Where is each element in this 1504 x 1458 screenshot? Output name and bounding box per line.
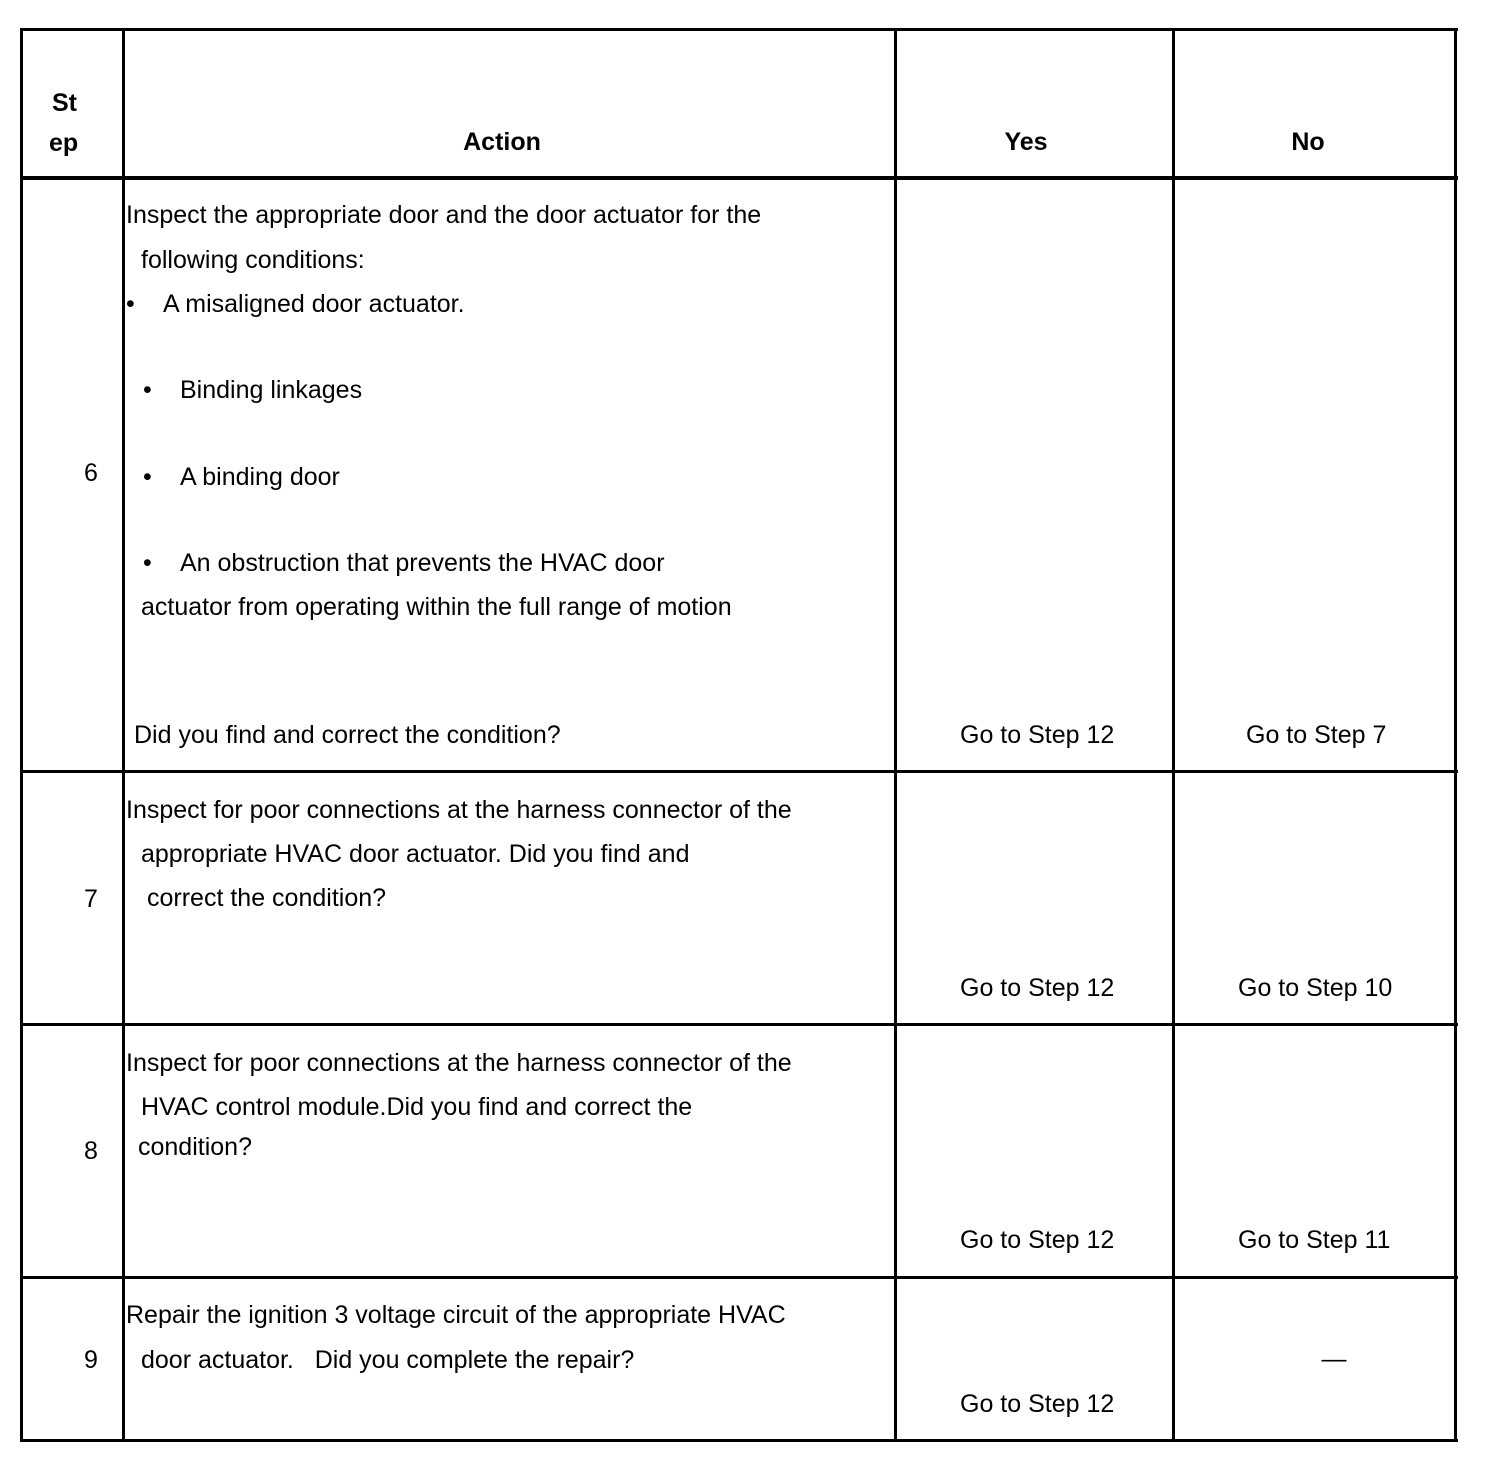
- action-text-line: Inspect the appropriate door and the door actuator for the: [126, 201, 762, 229]
- action-question: Did you find and correct the condition?: [134, 721, 561, 749]
- row-divider: [20, 1276, 1458, 1279]
- header-divider: [20, 176, 1458, 180]
- yes-result: Go to Step 12: [960, 1226, 1115, 1254]
- column-divider: [894, 28, 897, 1442]
- yes-result: Go to Step 12: [960, 1390, 1115, 1418]
- table-border-top: [20, 28, 1458, 31]
- yes-result: Go to Step 12: [960, 721, 1115, 749]
- step-number: 9: [84, 1346, 98, 1374]
- action-text-line: following conditions:: [141, 246, 365, 274]
- no-result: Go to Step 10: [1238, 974, 1393, 1002]
- bullet-icon: •: [126, 290, 135, 318]
- action-text-line: Repair the ignition 3 voltage circuit of the appropriate HVAC: [126, 1301, 786, 1329]
- table-border-left: [20, 28, 23, 1442]
- yes-result: Go to Step 12: [960, 974, 1115, 1002]
- no-result: Go to Step 11: [1238, 1226, 1391, 1254]
- action-text-line: A misaligned door actuator.: [163, 290, 465, 318]
- header-no: No: [1291, 128, 1325, 156]
- step-number: 7: [84, 885, 98, 913]
- action-text-line: HVAC control module.Did you find and correct the: [141, 1093, 693, 1121]
- no-result: Go to Step 7: [1246, 721, 1387, 749]
- action-text-line: Inspect for poor connections at the harness connector of the: [126, 796, 792, 824]
- column-divider: [122, 28, 125, 1442]
- action-text-line: A binding door: [180, 463, 340, 491]
- table-border-right: [1454, 28, 1457, 1442]
- header-step-part2: ep: [49, 129, 79, 157]
- header-action: Action: [463, 128, 541, 156]
- row-divider: [20, 1023, 1458, 1026]
- no-result-dash: —: [1321, 1345, 1347, 1373]
- action-text-line: Inspect for poor connections at the harness connector of the: [126, 1049, 792, 1077]
- table-border-bottom: [20, 1439, 1458, 1442]
- column-divider: [1172, 28, 1175, 1442]
- step-number: 8: [84, 1137, 98, 1165]
- bullet-icon: •: [143, 549, 152, 577]
- step-number: 6: [84, 459, 98, 487]
- action-text-line: condition?: [138, 1133, 252, 1161]
- action-text-line: correct the condition?: [147, 884, 387, 912]
- row-divider: [20, 770, 1458, 773]
- bullet-icon: •: [143, 463, 152, 491]
- bullet-icon: •: [143, 376, 152, 404]
- action-text-line: appropriate HVAC door actuator. Did you find and: [141, 840, 690, 868]
- action-text-line: actuator from operating within the full range of motion: [141, 593, 732, 621]
- header-yes: Yes: [1004, 128, 1048, 156]
- header-step-part1: St: [52, 89, 77, 117]
- action-text-line: Binding linkages: [180, 376, 363, 404]
- action-text-line: door actuator. Did you complete the repair?: [141, 1346, 635, 1374]
- action-text-line: An obstruction that prevents the HVAC door: [180, 549, 665, 577]
